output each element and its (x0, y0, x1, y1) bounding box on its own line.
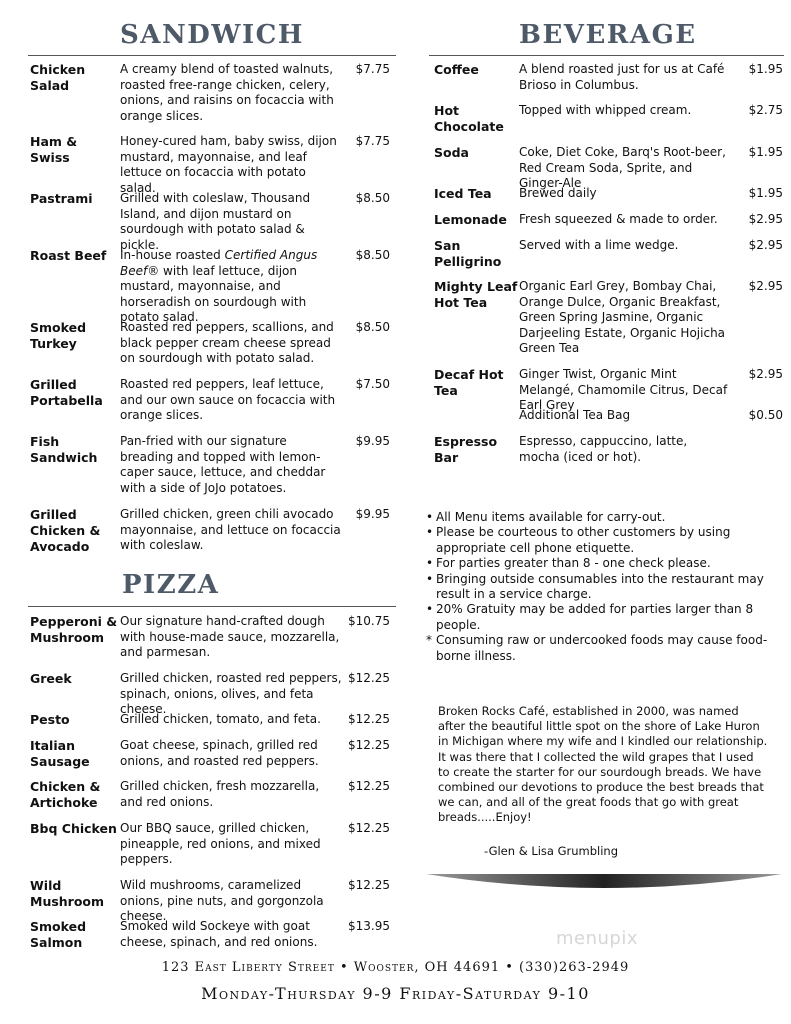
item-name: Pesto (30, 712, 70, 727)
bullet-icon: • (426, 525, 434, 540)
item-price: $13.95 (348, 919, 390, 933)
item-price: $7.75 (355, 134, 390, 148)
note-item (426, 572, 786, 603)
item-price: $2.75 (748, 103, 783, 117)
item-name: Soda (434, 145, 469, 160)
bullet-icon: • (426, 571, 434, 586)
item-price: $12.25 (348, 779, 390, 793)
note-text: Please be courteous to other customers by using appropriate cell phone etiquette. (436, 525, 731, 555)
decorative-shadow-divider (426, 874, 782, 896)
note-item (426, 602, 786, 633)
item-description: Our BBQ sauce, grilled chicken, pineapple, red onions, and mixed peppers. (120, 821, 321, 866)
asterisk-icon: * (426, 633, 432, 648)
item-description: Honey-cured ham, baby swiss, dijon mustard, mayonnaise, and leaf lettuce on focaccia with potato salad. (120, 134, 337, 195)
watermark: menupix (556, 928, 639, 949)
item-name: Espresso Bar (434, 434, 498, 465)
item-price: $9.95 (355, 434, 390, 448)
item-description-text: with leaf lettuce, dijon mustard, mayonnaise, and horseradish on sourdough with potato salad. (120, 263, 307, 324)
menu-notes (426, 510, 786, 664)
item-name: Wild Mushroom (30, 878, 105, 909)
item-description: Grilled chicken, green chili avocado mayonnaise, and lettuce on focaccia with coleslaw. (120, 507, 341, 552)
note-text: For parties greater than 8 - one check please. (436, 556, 711, 571)
item-name: Greek (30, 671, 72, 686)
item-description-text: In-house roasted (120, 248, 225, 262)
item-price: $7.75 (355, 62, 390, 76)
item-name: Smoked Salmon (30, 919, 87, 950)
item-name: Lemonade (434, 212, 507, 227)
item-name: Chicken & Artichoke (30, 779, 101, 810)
sandwich-title: SANDWICH (120, 20, 304, 50)
footer-hours: Monday-Thursday 9-9 Friday-Saturday 9-10 (201, 984, 590, 1003)
item-name: Mighty Leaf Hot Tea (434, 279, 518, 310)
item-price: $12.25 (348, 738, 390, 752)
item-name: Hot Chocolate (434, 103, 504, 134)
item-price: $12.25 (348, 878, 390, 892)
item-name: San Pelligrino (434, 238, 502, 269)
item-description: Coke, Diet Coke, Barq's Root-beer, Red Cream Soda, Sprite, and Ginger-Ale (519, 145, 726, 190)
item-name: Pepperoni & Mushroom (30, 614, 118, 645)
note-item (426, 525, 786, 556)
item-price: $12.25 (348, 821, 390, 835)
item-description: Grilled with coleslaw, Thousand Island, and dijon mustard on sourdough with potato salad & pickle. (120, 191, 311, 252)
item-price: $9.95 (355, 507, 390, 521)
item-name: Italian Sausage (30, 738, 90, 769)
item-description: A blend roasted just for us at Café Brioso in Columbus. (519, 62, 725, 92)
item-price: $12.25 (348, 712, 390, 726)
item-description: Organic Earl Grey, Bombay Chai, Orange Dulce, Organic Breakfast, Green Spring Jasmine, Organic Darjeeling Estate, Organic Hojicha Green Tea (519, 279, 726, 355)
item-description: Brewed daily (519, 186, 597, 200)
beverage-title: BEVERAGE (519, 20, 697, 50)
item-price: $2.95 (748, 212, 783, 226)
item-name: Ham & Swiss (30, 134, 78, 165)
note-item (426, 633, 786, 664)
item-description: Goat cheese, spinach, grilled red onions, and roasted red peppers. (120, 738, 319, 768)
item-description: A creamy blend of toasted walnuts, roasted free-range chicken, celery, onions, and raisins on focaccia with orange slices. (120, 62, 334, 123)
item-description: Topped with whipped cream. (519, 103, 692, 117)
owner-signature: -Glen & Lisa Grumbling (484, 844, 619, 858)
item-description: Grilled chicken, fresh mozzarella, and red onions. (120, 779, 320, 809)
item-price: $10.75 (348, 614, 390, 628)
beverage-divider (429, 55, 784, 56)
sandwich-divider (28, 55, 396, 56)
brand-name: Certified Angus Beef® (120, 248, 318, 278)
note-text: 20% Gratuity may be added for parties larger than 8 people. (436, 602, 754, 632)
item-description: Smoked wild Sockeye with goat cheese, spinach, and red onions. (120, 919, 318, 949)
item-name: Bbq Chicken (30, 821, 117, 836)
item-price: $8.50 (355, 191, 390, 205)
item-price: $2.95 (748, 238, 783, 252)
cafe-story: Broken Rocks Café, established in 2000, was named after the beautiful little spot on the shore of Lake Huron in Michigan where my wife and I kindled our relationship. It was there that I collected the wild grapes that I used to create the starter for our sourdough breads. We have combined our devotions to produce the best breads that we can, and all of the great foods that go with great breads.....Enjoy! (438, 704, 768, 825)
item-description: Ginger Twist, Organic Mint Melangé, Chamomile Citrus, Decaf Earl Grey (519, 367, 728, 412)
item-description: Fresh squeezed & made to order. (519, 212, 718, 226)
note-item (426, 556, 786, 571)
item-price: $7.50 (355, 377, 390, 391)
item-description: Grilled chicken, roasted red peppers, spinach, onions, olives, and feta cheese. (120, 671, 342, 716)
item-name: Roast Beef (30, 248, 107, 263)
note-item (426, 510, 786, 525)
bullet-icon: • (426, 602, 434, 617)
pizza-divider (28, 606, 396, 607)
note-text: All Menu items available for carry-out. (436, 510, 666, 524)
item-name: Grilled Portabella (30, 377, 103, 408)
item-description: Roasted red peppers, scallions, and black pepper cream cheese spread on sourdough with potato salad. (120, 320, 334, 365)
bullet-icon: • (426, 556, 434, 571)
item-name: Iced Tea (434, 186, 492, 201)
item-price: $8.50 (355, 248, 390, 262)
item-description: Additional Tea Bag (519, 408, 631, 422)
item-description (120, 248, 342, 326)
item-description: Our signature hand-crafted dough with house-made sauce, mozzarella, and parmesan. (120, 614, 340, 659)
item-price: $2.95 (748, 367, 783, 381)
footer-address: 123 East Liberty Street • Wooster, OH 44691 • (330)263-2949 (161, 960, 630, 975)
pizza-title: PIZZA (122, 570, 220, 600)
item-name: Smoked Turkey (30, 320, 87, 351)
item-name: Grilled Chicken & Avocado (30, 507, 101, 554)
item-price: $1.95 (748, 145, 783, 159)
item-name: Chicken Salad (30, 62, 86, 93)
item-price: $2.95 (748, 279, 783, 293)
item-price: $1.95 (748, 186, 783, 200)
item-description: Espresso, cappuccino, latte, mocha (iced or hot). (519, 434, 688, 464)
item-description: Roasted red peppers, leaf lettuce, and our own sauce on focaccia with orange slices. (120, 377, 336, 422)
note-text: Consuming raw or undercooked foods may cause food-borne illness. (436, 633, 768, 663)
item-name: Decaf Hot Tea (434, 367, 504, 398)
bullet-icon: • (426, 510, 434, 524)
item-name: Fish Sandwich (30, 434, 98, 465)
item-price: $12.25 (348, 671, 390, 685)
item-name: Pastrami (30, 191, 93, 206)
note-text: Bringing outside consumables into the restaurant may result in a service charge. (436, 571, 764, 602)
item-description: Grilled chicken, tomato, and feta. (120, 712, 321, 726)
item-price: $0.50 (748, 408, 783, 422)
item-description: Wild mushrooms, caramelized onions, pine nuts, and gorgonzola cheese. (120, 878, 324, 923)
item-price: $8.50 (355, 320, 390, 334)
item-description: Served with a lime wedge. (519, 238, 679, 252)
item-description: Pan-fried with our signature breading and topped with lemon-caper sauce, lettuce, and cheddar with a side of JoJo potatoes. (120, 434, 326, 495)
item-name: Coffee (434, 62, 479, 77)
item-price: $1.95 (748, 62, 783, 76)
